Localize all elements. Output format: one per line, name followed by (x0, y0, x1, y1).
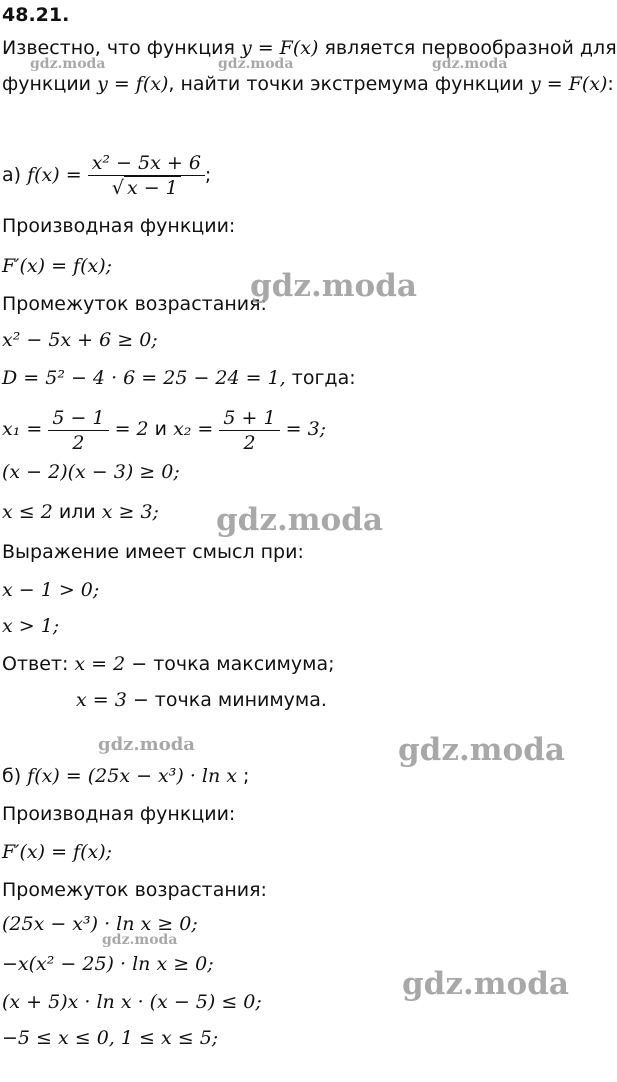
part-a-answer-1: Ответ: x = 2 − точка максимума; (2, 653, 335, 675)
part-b-line-1: (25x − x³) · ln x ≥ 0; (2, 913, 198, 935)
part-b-increase-title: Промежуток возрастания: (2, 879, 267, 901)
root-2-fraction: $\frac{5 + 1}{2}$ (219, 406, 279, 455)
part-b-line-2: −x(x² − 25) · ln x ≥ 0; (2, 953, 214, 975)
watermark-logo: gdz.moda (402, 966, 569, 1002)
root-1-fraction: $\frac{5 - 1}{2}$ (48, 406, 108, 455)
intro-line-2: функции y = f(x), найти точки экстремума функции y = F(x): (2, 73, 614, 95)
part-b-function: б) f(x) = (25x − x³) · ln x ; (2, 765, 250, 787)
watermark-logo: gdz.moda (218, 56, 294, 72)
watermark-logo: gdz.moda (102, 932, 178, 948)
part-a-fraction: $\frac{\text{x² − 5x + 6}}{√ x - 1}$ (88, 151, 205, 200)
problem-number: 48.21. (2, 4, 70, 26)
part-a-deriv: F′(x) = f(x); (2, 255, 113, 277)
part-a-ineq: x² − 5x + 6 ≥ 0; (2, 329, 158, 351)
watermark-logo: gdz.moda (398, 732, 565, 768)
part-a-function: а) f(x) = $\frac{\text{x² − 5x + 6}}{√ x - 1}$ ; (2, 152, 212, 199)
part-a-deriv-title: Производная функции: (2, 215, 236, 237)
part-a-domain-title: Выражение имеет смысл при: (2, 541, 304, 563)
watermark-logo: gdz.moda (98, 734, 195, 755)
part-b-deriv-title: Производная функции: (2, 803, 236, 825)
watermark-logo: gdz.moda (216, 502, 383, 538)
part-a-answer-2: x = 3 − точка минимума. (76, 689, 327, 711)
part-a-solution: x ≤ 2 или x ≥ 3; (2, 501, 159, 523)
part-a-domain-2: x > 1; (2, 615, 60, 637)
part-a-increase-title: Промежуток возрастания: (2, 293, 267, 315)
part-b-deriv: F′(x) = f(x); (2, 841, 113, 863)
part-b-line-3: (x + 5)x · ln x · (x − 5) ≤ 0; (2, 991, 262, 1013)
watermark-logo: gdz.moda (432, 56, 508, 72)
part-a-discriminant: D = 5² − 4 · 6 = 25 − 24 = 1, тогда: (2, 367, 356, 389)
part-a-domain-1: x − 1 > 0; (2, 579, 100, 601)
intro-line-1: Известно, что функция y = F(x) является первообразной для (2, 37, 617, 59)
part-b-line-4: −5 ≤ x ≤ 0, 1 ≤ x ≤ 5; (2, 1027, 219, 1049)
watermark-logo: gdz.moda (250, 268, 417, 304)
part-a-factored: (x − 2)(x − 3) ≥ 0; (2, 461, 180, 483)
part-a-roots: x₁ = $\frac{5 - 1}{2}$ = 2 и x₂ = $\frac{5 + 1}{2}$ = 3; (2, 406, 327, 454)
watermark-logo: gdz.moda (30, 56, 106, 72)
